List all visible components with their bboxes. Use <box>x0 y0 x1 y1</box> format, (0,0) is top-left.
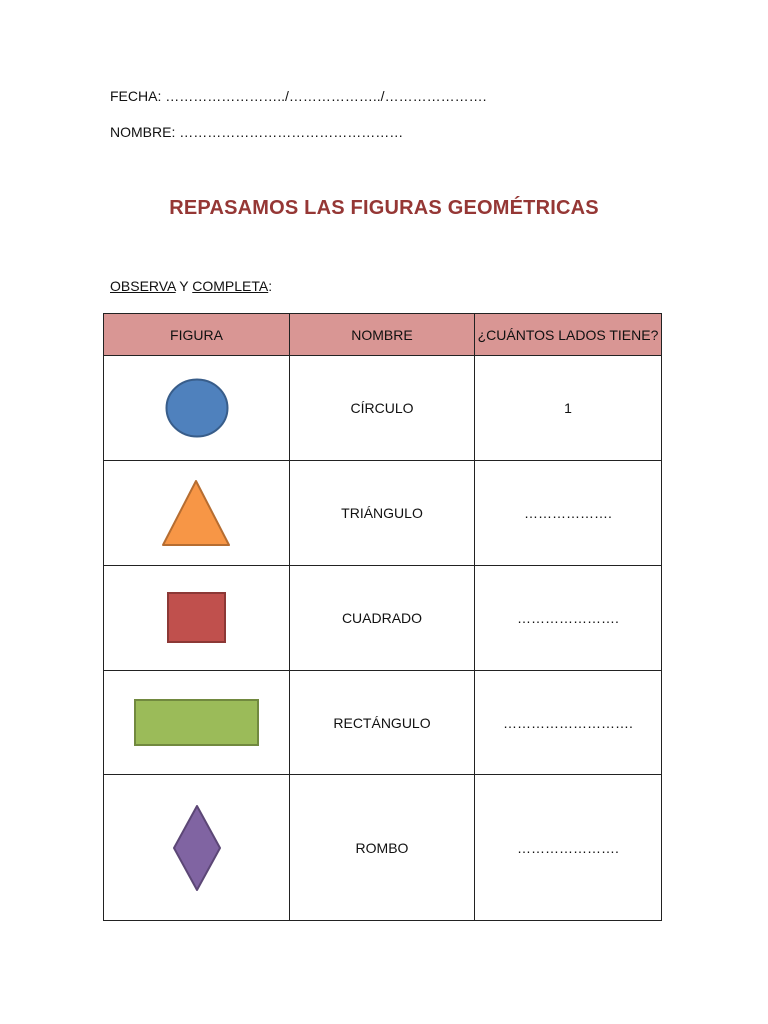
page-title: REPASAMOS LAS FIGURAS GEOMÉTRICAS <box>169 197 599 219</box>
instruction <box>110 278 272 294</box>
table-row <box>104 775 662 921</box>
name-cell: ROMBO <box>290 775 475 921</box>
name-cell: CÍRCULO <box>290 356 475 461</box>
table-row <box>104 671 662 775</box>
figure-cell <box>104 461 290 566</box>
square-icon <box>166 591 228 645</box>
figure-cell <box>104 775 290 921</box>
figure-cell <box>104 566 290 671</box>
header-figura: FIGURA <box>104 314 290 356</box>
instruction-observa: OBSERVA <box>110 278 176 294</box>
instruction-completa: COMPLETA <box>192 278 269 294</box>
sides-cell: …………………. <box>475 775 662 921</box>
name-cell: TRIÁNGULO <box>290 461 475 566</box>
name-cell: CUADRADO <box>290 566 475 671</box>
table-row <box>104 356 662 461</box>
rectangle-icon <box>133 698 261 748</box>
sides-cell: ………………………. <box>475 671 662 775</box>
shapes-table <box>103 313 662 921</box>
header-nombre: NOMBRE <box>290 314 475 356</box>
sides-cell: …………………. <box>475 566 662 671</box>
instruction-y: Y <box>175 278 193 294</box>
nombre-line: NOMBRE: ………………………………………… <box>110 124 404 140</box>
table-row <box>104 566 662 671</box>
figure-cell <box>104 671 290 775</box>
table-row <box>104 461 662 566</box>
sides-cell: 1 <box>475 356 662 461</box>
fecha-line: FECHA: ……………………../………………../…………………. <box>110 88 487 104</box>
instruction-colon: : <box>268 278 273 294</box>
circle-icon <box>162 376 232 440</box>
header-lados: ¿CUÁNTOS LADOS TIENE? <box>475 314 662 356</box>
sides-cell: ………………. <box>475 461 662 566</box>
triangle-icon <box>161 478 233 548</box>
figure-cell <box>104 356 290 461</box>
rhombus-icon <box>171 804 223 892</box>
table-header-row <box>104 314 662 356</box>
name-cell: RECTÁNGULO <box>290 671 475 775</box>
